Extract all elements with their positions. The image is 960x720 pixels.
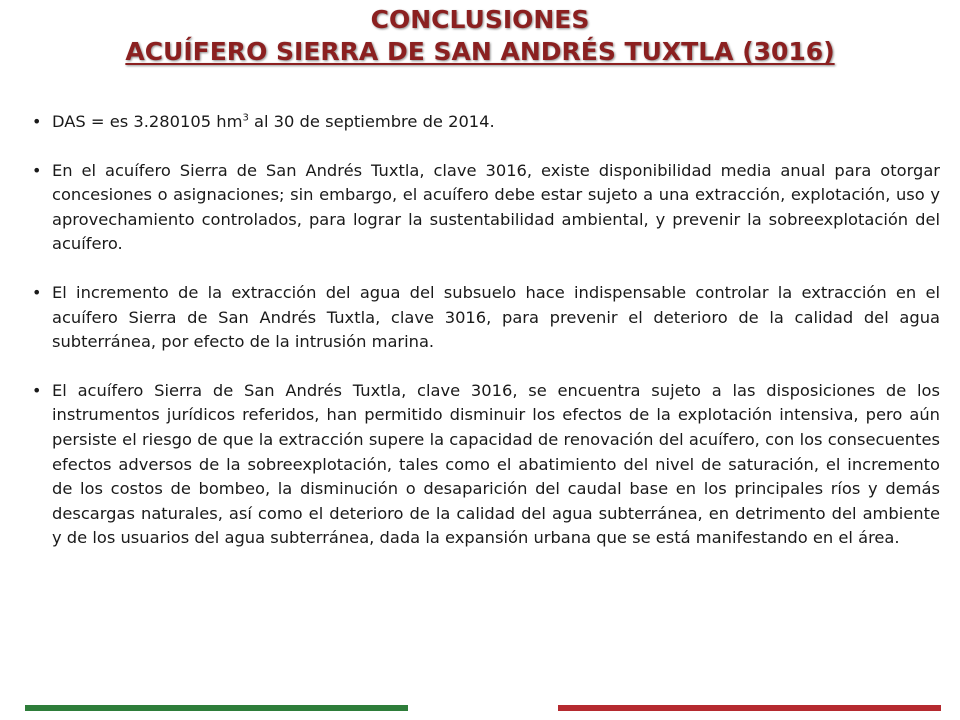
footer-bar-green	[25, 705, 408, 711]
footer-bar-red	[558, 705, 941, 711]
bullet-das	[32, 110, 940, 135]
bullet-das-date: al 30 de septiembre de 2014.	[248, 112, 495, 131]
conclusions-list	[32, 110, 940, 575]
slide-title	[0, 4, 960, 68]
bullet-legal-instruments: • El acuífero Sierra de San Andrés Tuxtla, clave 3016, se encuentra sujeto a las disposiciones de los instrumentos jurídicos referidos, han permitido disminuir los efectos de la explotación intensiva, pero aún persiste el riesgo de que la extracción supere la capacidad de renovación del acuífero, con los consecuentes efectos adversos de la sobreexplotación, tales como el abatimiento del nivel de saturación, el incremento de los costos de bombeo, la disminución o desaparición del caudal base en los principales ríos y demás descargas naturales, así como el deterioro de la calidad del agua subterránea, en detrimento del ambiente y de los usuarios del agua subterránea, dada la expansión urbana que se está manifestando en el área.	[32, 379, 940, 551]
footer-bar-white	[408, 705, 558, 711]
bullet-availability: • En el acuífero Sierra de San Andrés Tuxtla, clave 3016, existe disponibilidad media anual para otorgar concesiones o asignaciones; sin embargo, el acuífero debe estar sujeto a una extracción, explotación, uso y aprovechamiento controlados, para lograr la sustentabilidad ambiental, y prevenir la sobreexplotación del acuífero.	[32, 159, 940, 257]
title-line-aquifer: ACUÍFERO SIERRA DE SAN ANDRÉS TUXTLA (3016)	[125, 37, 835, 66]
bullet-das-text: DAS = es 3.280105 hm	[52, 112, 243, 131]
bullet-extraction-control: • El incremento de la extracción del agua del subsuelo hace indispensable controlar la extracción en el acuífero Sierra de San Andrés Tuxtla, clave 3016, para prevenir el deterioro de la calidad del agua subterránea, por efecto de la intrusión marina.	[32, 281, 940, 355]
bullet-das-superscript: 3	[242, 112, 249, 124]
title-line-conclusiones: CONCLUSIONES	[370, 5, 590, 34]
